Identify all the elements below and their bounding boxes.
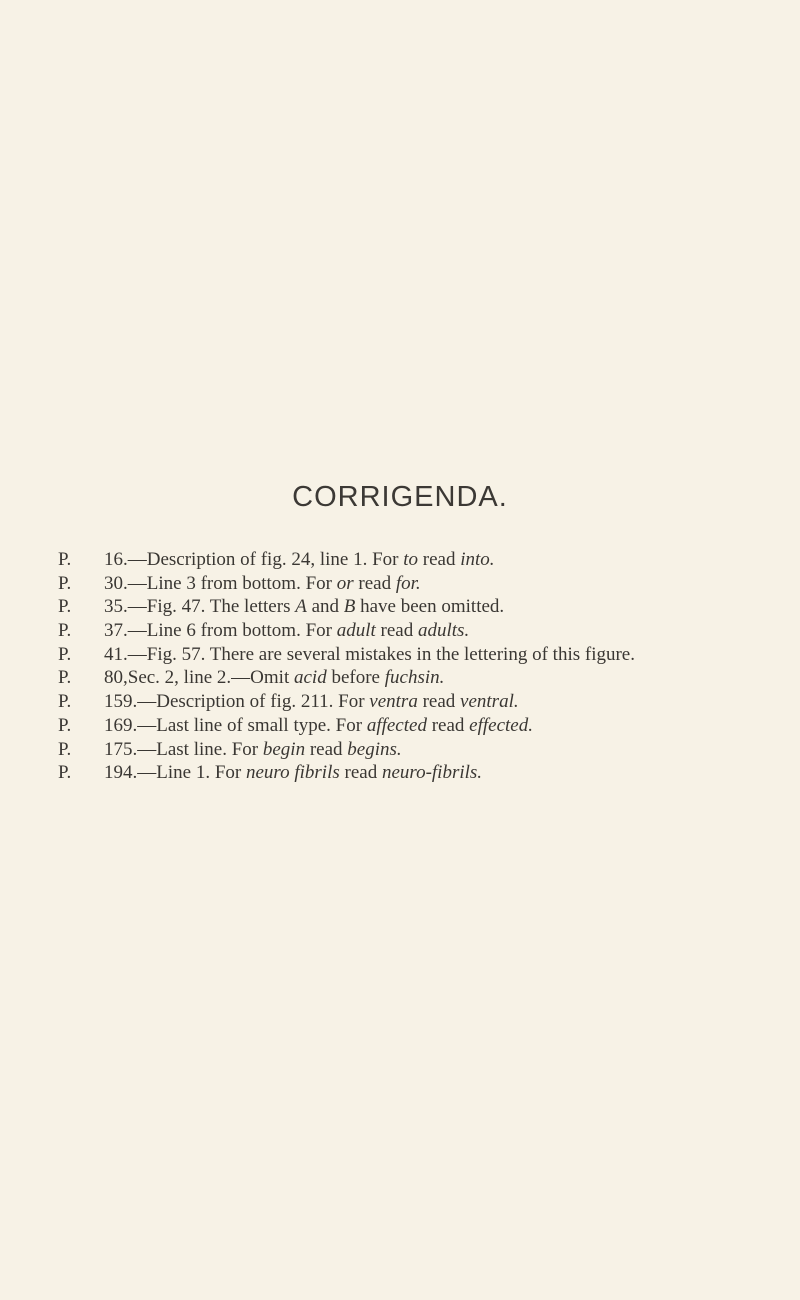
italic-term: ventra <box>369 691 418 713</box>
page-number: 37. <box>104 620 128 642</box>
page-number: 169. <box>104 714 138 736</box>
page-title: CORRIGENDA. <box>292 481 508 513</box>
page-prefix: P. <box>58 620 72 642</box>
page-prefix: P. <box>58 691 72 713</box>
correction-text: read <box>375 620 418 642</box>
page-prefix: P. <box>58 738 72 760</box>
corrigenda-entry <box>58 666 798 690</box>
correction-text: read <box>426 714 470 736</box>
correction-text: —Line 3 from bottom. For <box>127 572 337 594</box>
correction-text: before <box>326 667 385 689</box>
page-prefix: P. <box>58 596 72 618</box>
italic-term: A <box>295 596 307 618</box>
page-number: 175. <box>104 738 138 760</box>
corrigenda-list <box>58 548 798 785</box>
entry-text <box>104 619 469 643</box>
correction-text: —Line 1. For <box>137 762 246 784</box>
entry-text <box>104 572 421 596</box>
correction-text: —Fig. 57. There are several mistakes in the lettering of this figure. <box>127 643 635 665</box>
entry-text <box>104 738 402 762</box>
italic-term: into. <box>460 549 495 570</box>
correction-text: read <box>417 691 461 713</box>
page-prefix: P. <box>58 549 72 570</box>
correction-text: —Last line of small type. For <box>137 714 367 736</box>
page-number: 16. <box>104 549 128 570</box>
italic-term: acid <box>293 667 327 689</box>
entry-text <box>104 643 635 667</box>
correction-text: read <box>353 572 396 594</box>
italic-term: adult <box>336 620 376 642</box>
corrigenda-entry <box>58 714 798 738</box>
page-prefix: P. <box>58 572 72 594</box>
italic-term: or <box>336 572 354 594</box>
correction-text: —Last line. For <box>137 738 263 760</box>
page-number: 30. <box>104 572 128 594</box>
italic-term: for. <box>395 572 421 594</box>
italic-term: begins. <box>347 738 402 760</box>
page-prefix: P. <box>58 643 72 665</box>
italic-term: effected. <box>469 714 533 736</box>
italic-term: begin <box>262 738 306 760</box>
italic-term: ventral. <box>460 691 519 713</box>
entry-text <box>104 714 533 738</box>
page-number: 159. <box>104 691 138 713</box>
corrigenda-entry <box>58 548 798 572</box>
correction-text: read <box>418 549 461 570</box>
corrigenda-entry <box>58 619 798 643</box>
italic-term: B <box>343 596 356 618</box>
entry-text <box>104 690 519 714</box>
correction-text: —Description of fig. 211. For <box>137 691 370 713</box>
page-number: 35. <box>104 596 128 618</box>
italic-term: neuro-fibrils. <box>381 762 483 784</box>
entry-text <box>104 761 482 785</box>
page-number: 41. <box>104 643 128 665</box>
italic-term: fuchsin. <box>384 667 445 689</box>
page-prefix: P. <box>58 762 72 784</box>
corrigenda-entry <box>58 690 798 714</box>
italic-term: adults. <box>418 620 470 642</box>
page-number: 194. <box>104 762 138 784</box>
correction-text: read <box>339 762 382 784</box>
page-number: 80, <box>104 667 128 689</box>
page-prefix: P. <box>58 714 72 736</box>
correction-text: —Description of fig. 24, line 1. For <box>127 549 404 570</box>
corrigenda-entry <box>58 572 798 596</box>
entry-text <box>104 548 495 572</box>
correction-text: read <box>305 738 348 760</box>
correction-text: and <box>306 596 344 618</box>
correction-text: —Fig. 47. The letters <box>127 596 296 618</box>
corrigenda-entry <box>58 738 798 762</box>
italic-term: neuro fibrils <box>245 762 340 784</box>
entry-text <box>104 595 504 619</box>
corrigenda-entry <box>58 761 798 785</box>
italic-term: to <box>403 549 418 570</box>
page-prefix: P. <box>58 667 72 689</box>
corrigenda-entry <box>58 643 798 667</box>
italic-term: affected <box>366 714 427 736</box>
corrigenda-entry <box>58 595 798 619</box>
correction-text: —Line 6 from bottom. For <box>127 620 337 642</box>
correction-text: have been omitted. <box>355 596 505 618</box>
correction-text: Sec. 2, line 2.—Omit <box>127 667 294 689</box>
entry-text <box>104 666 444 690</box>
